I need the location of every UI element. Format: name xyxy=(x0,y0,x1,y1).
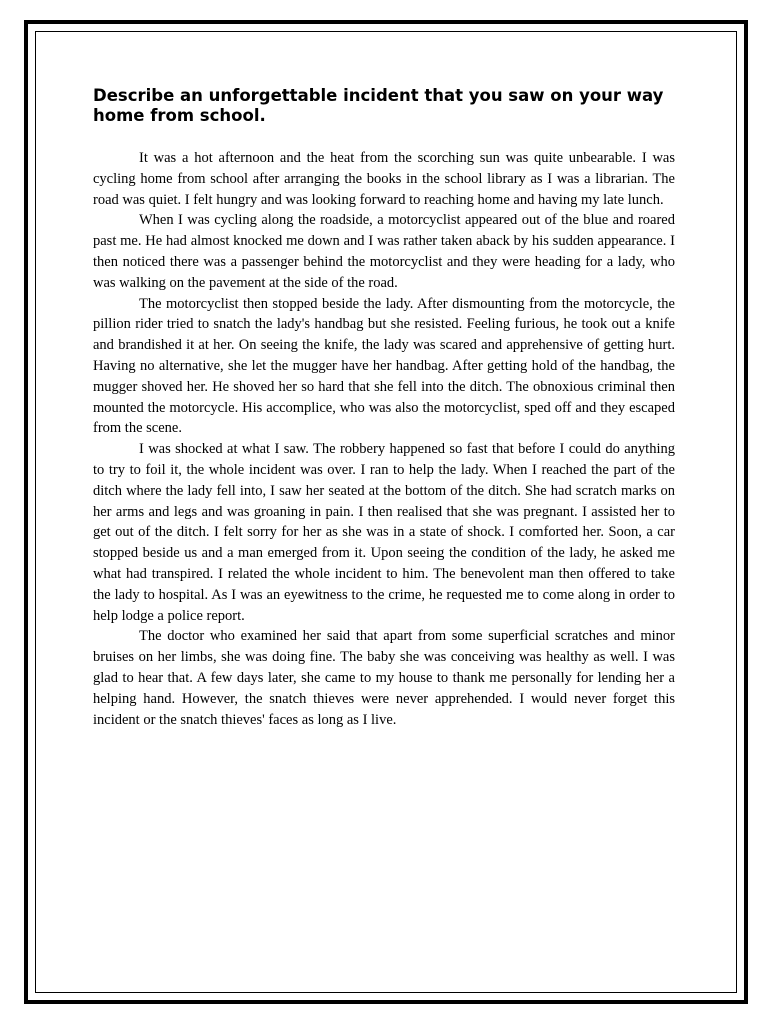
paragraph-1: It was a hot afternoon and the heat from the scorching sun was quite unbearable. I was cycling home from school after arranging the books in the school library as I was a librarian. The road was quiet. I felt hungry and was looking forward to reaching home and having my late lunch. xyxy=(93,150,675,208)
paragraph-4: I was shocked at what I saw. The robbery happened so fast that before I could do anything to try to foil it, the whole incident was over. I ran to help the lady. When I reached the part of the ditch where the lady fell into, I saw her seated at the bottom of the ditch. She had scratch marks on her arms and legs and was groaning in pain. I then realised that she was pregnant. I assisted her to get out of the ditch. I felt sorry for her as she was in a state of shock. I comforted her. Soon, a car stopped beside us and a man emerged from it. Upon seeing the condition of the lady, he asked me what had transpired. I related the whole incident to him. The benevolent man then offered to take the lady to hospital. As I was an eyewitness to the crime, he requested me to come along in order to help lodge a police report. xyxy=(93,441,675,624)
paragraph-2: When I was cycling along the roadside, a motorcyclist appeared out of the blue and roared past me. He had almost knocked me down and I was rather taken aback by his sudden appearance. I then noticed there was a passenger behind the motorcyclist and they were heading for a lady, who was walking on the pavement at the side of the road. xyxy=(93,212,675,291)
essay-body xyxy=(93,148,675,730)
paragraph-3: The motorcyclist then stopped beside the lady. After dismounting from the motorcycle, the pillion rider tried to snatch the lady's handbag but she resisted. Feeling furious, he took out a knife and brandished it at her. On seeing the knife, the lady was scared and apprehensive of getting hurt. Having no alternative, she let the mugger have her handbag. After getting hold of the handbag, the mugger shoved her. He shoved her so hard that she fell into the ditch. The obnoxious criminal then mounted the motorcycle. His accomplice, who was also the motorcyclist, sped off and they escaped from the scene. xyxy=(93,295,675,437)
essay-title: Describe an unforgettable incident that you saw on your way home from school. xyxy=(93,86,664,125)
document-content xyxy=(93,86,675,730)
paragraph-5: The doctor who examined her said that apart from some superficial scratches and minor bruises on her limbs, she was doing fine. The baby she was conceiving was healthy as well. I was glad to hear that. A few days later, she came to my house to thank me personally for lending her a helping hand. However, the snatch thieves were never apprehended. I would never forget this incident or the snatch thieves' faces as long as I live. xyxy=(93,628,675,728)
